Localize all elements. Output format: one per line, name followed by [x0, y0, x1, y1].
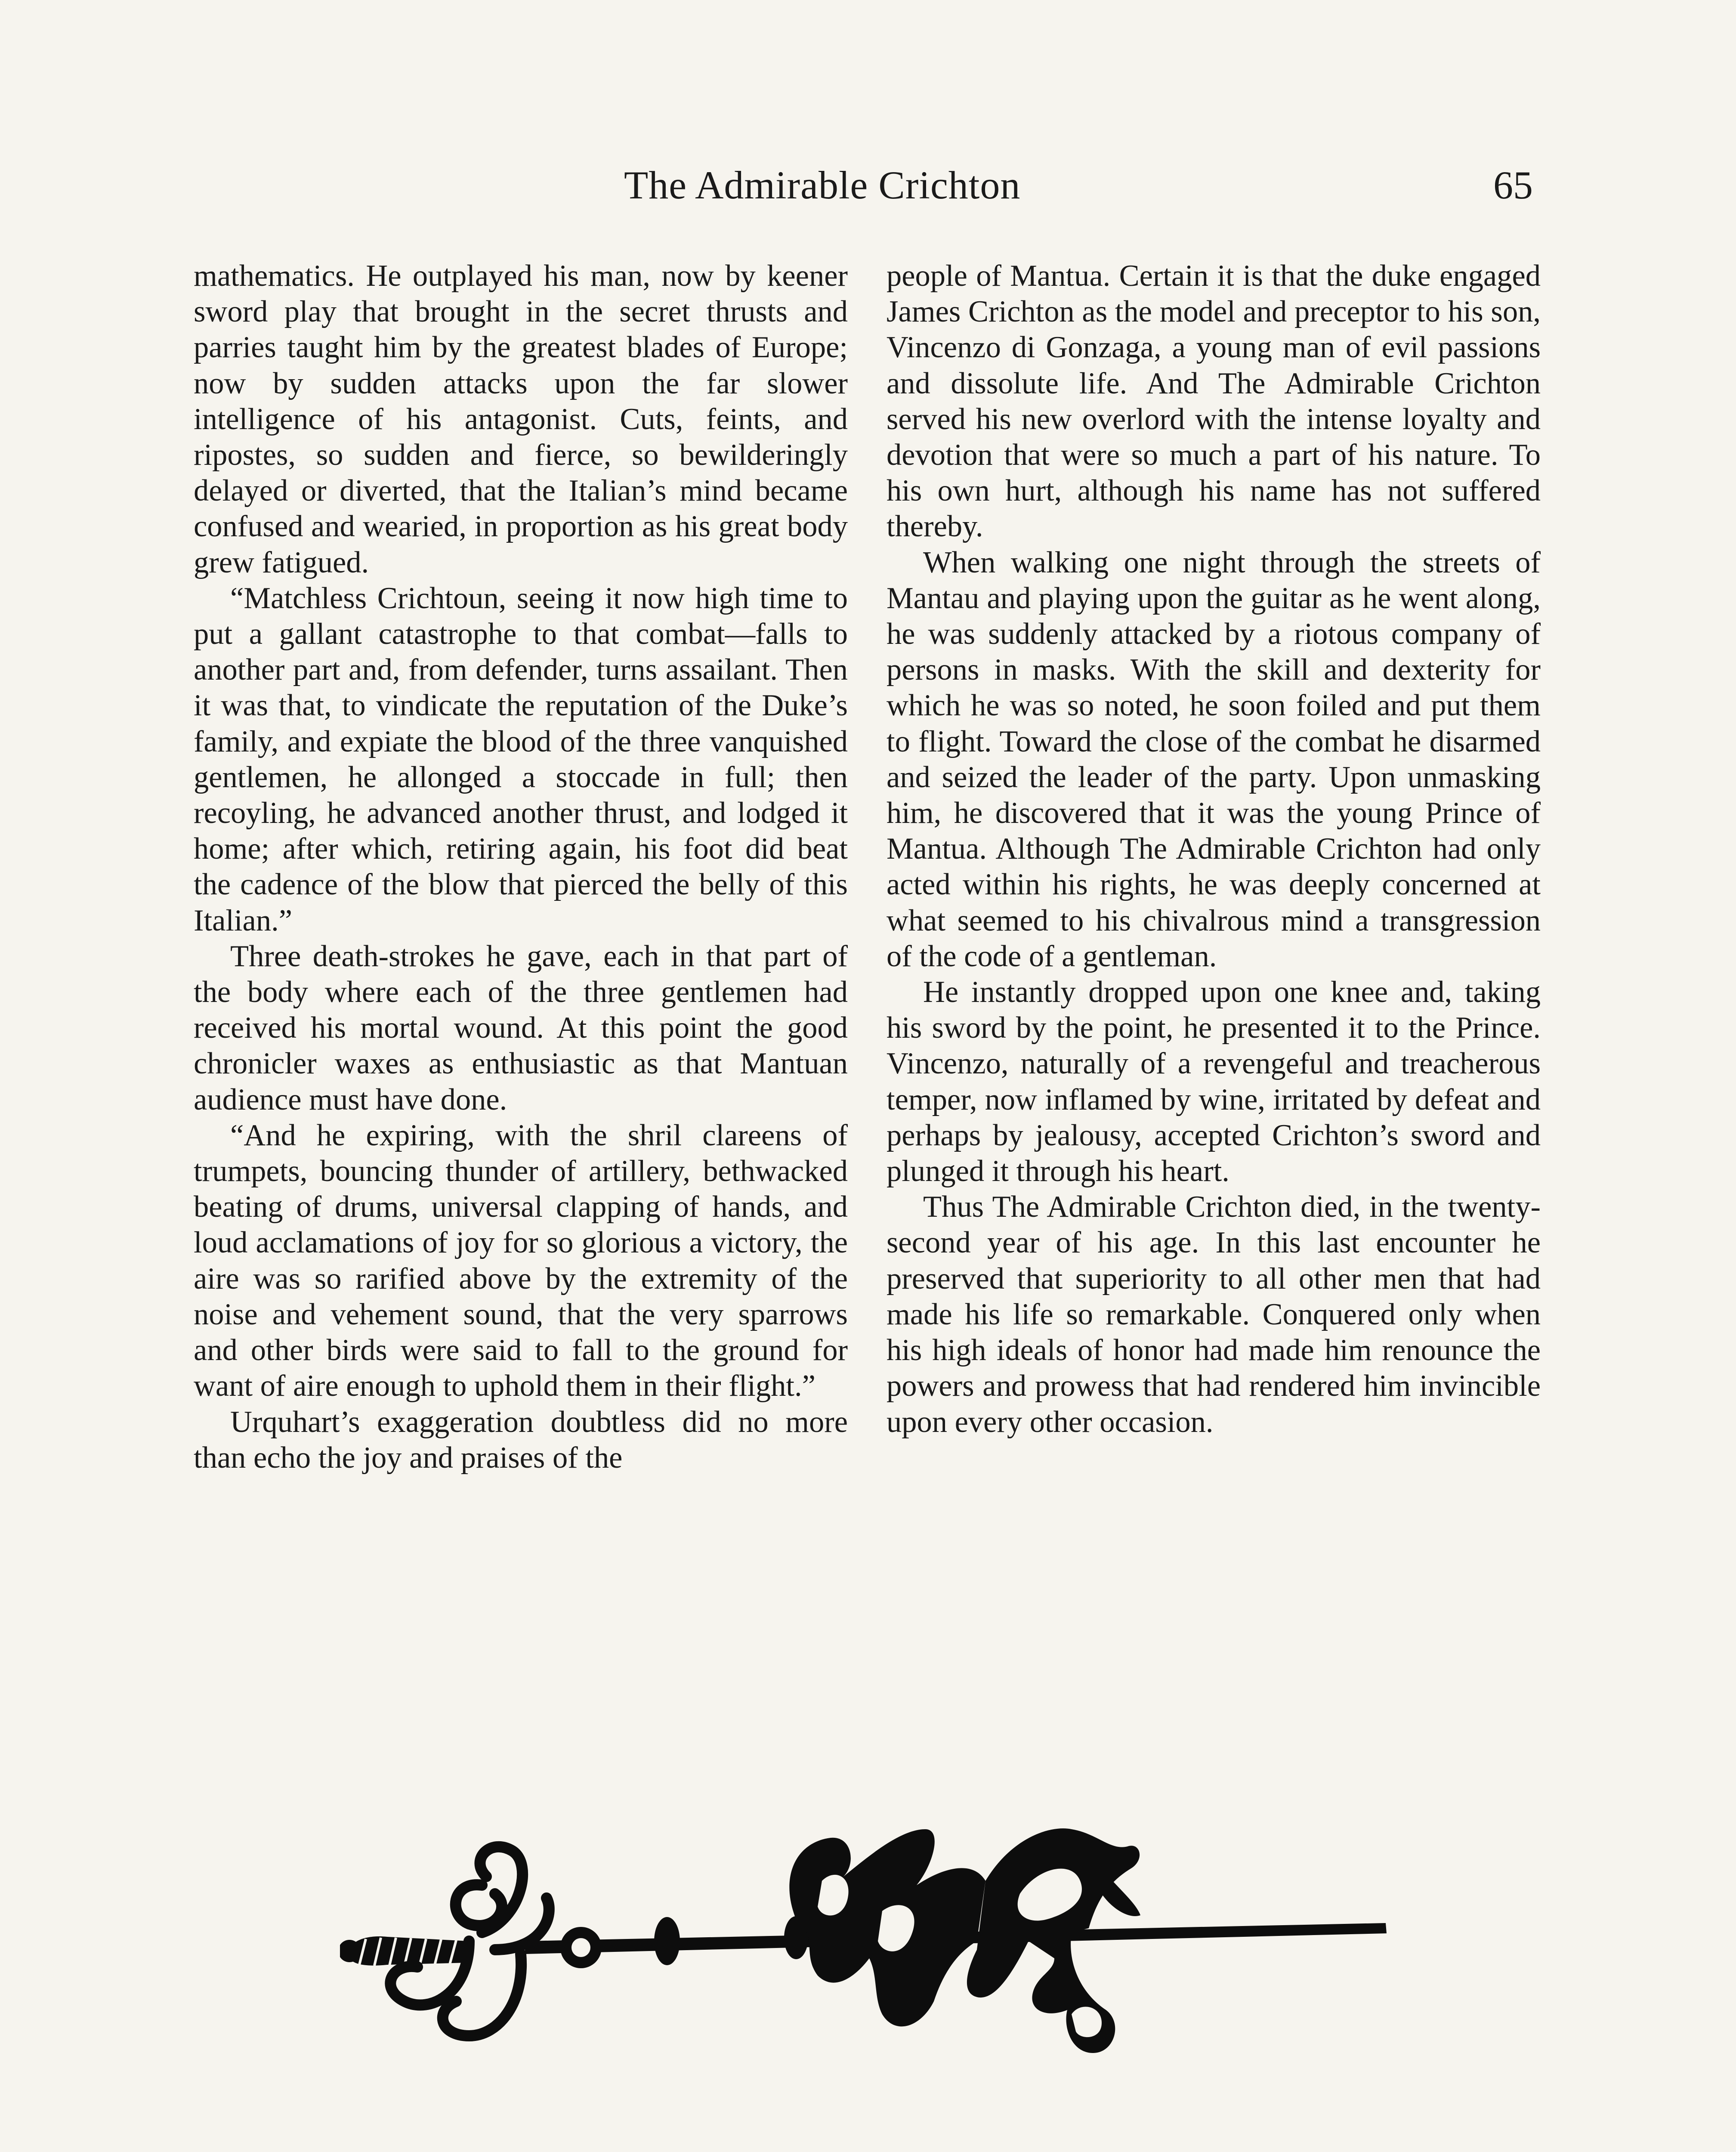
paragraph: “Matchless Crichtoun, seeing it now high time to put a gallant catastrophe to that combat—falls to another part and, from defender, turns assailant. Then it was that, to vindicate the reputation of the Duke’s family, and expiate the blood of the three vanquished gentlemen, he allonged a stoccade in full; then recoyling, he advanced another thrust, and lodged it home; after which, retiring again, his foot did beat the cadence of the blow that pierced the belly of this Italian.” [194, 581, 848, 937]
paragraph: “And he expiring, with the shril clareens of trumpets, bouncing thunder of artillery, bethwacked beating of drums, universal clapping of hands, and loud acclamations of joy for so glorious a victory, the aire was so rarified above by the extremity of the noise and vehement sound, that the very sparrows and other birds were said to fall to the ground for want of aire enough to uphold them in their flight.” [194, 1118, 848, 1403]
paragraph: Urquhart’s exaggeration doubtless did no more than echo the joy and praises of the [194, 1405, 848, 1475]
paragraph: Three death-strokes he gave, each in that part of the body where each of the three gentlemen had received his mortal wound. At this point the good chronicler waxes as enthusiastic as that Mantuan audience must have done. [194, 939, 848, 1116]
sword-with-cloth-icon [340, 1812, 1394, 2105]
right-column [887, 258, 1541, 1440]
left-column [194, 258, 848, 1476]
page-number: 65 [1493, 163, 1533, 207]
paragraph: Thus The Admirable Crichton died, in the twenty-second year of his age. In this last encounter he preserved that superiority to all other men that had made his life so remarkable. Conquered only when his high ideals of honor had made him renounce the powers and prowess that had rendered him invincible upon every other occasion. [887, 1190, 1541, 1439]
running-head [0, 159, 1736, 211]
running-title: The Admirable Crichton [624, 163, 1021, 207]
paragraph: people of Mantua. Certain it is that the duke engaged James Crichton as the model and preceptor to his son, Vincenzo di Gonzaga, a young man of evil passions and dissolute life. And The Admirable Crichton served his new overlord with the intense loyalty and devotion that were so much a part of his nature. To his own hurt, although his name has not suffered thereby. [887, 259, 1541, 544]
paragraph: When walking one night through the streets of Mantau and playing upon the guitar as he went along, he was suddenly attacked by a riotous company of persons in masks. With the skill and dexterity for which he was so noted, he soon foiled and put them to flight. Toward the close of the combat he disarmed and seized the leader of the party. Upon unmasking him, he discovered that it was the young Prince of Mantua. Although The Admirable Crichton had only acted within his rights, he was deeply concerned at what seemed to his chivalrous mind a transgression of the code of a gentleman. [887, 545, 1541, 973]
paragraph: He instantly dropped upon one knee and, taking his sword by the point, he presented it to the Prince. Vincenzo, naturally of a revengeful and treacherous temper, now inflamed by wine, irritated by defeat and perhaps by jealousy, accepted Crichton’s sword and plunged it through his heart. [887, 975, 1541, 1188]
paragraph: mathematics. He outplayed his man, now by keener sword play that brought in the secret thrusts and parries taught him by the greatest blades of Europe; now by sudden attacks upon the far slower intelligence of his antagonist. Cuts, feints, and ripostes, so sudden and fierce, so bewilderingly delayed or diverted, that the Italian’s mind became confused and wearied, in proportion as his great body grew fatigued. [194, 259, 848, 579]
